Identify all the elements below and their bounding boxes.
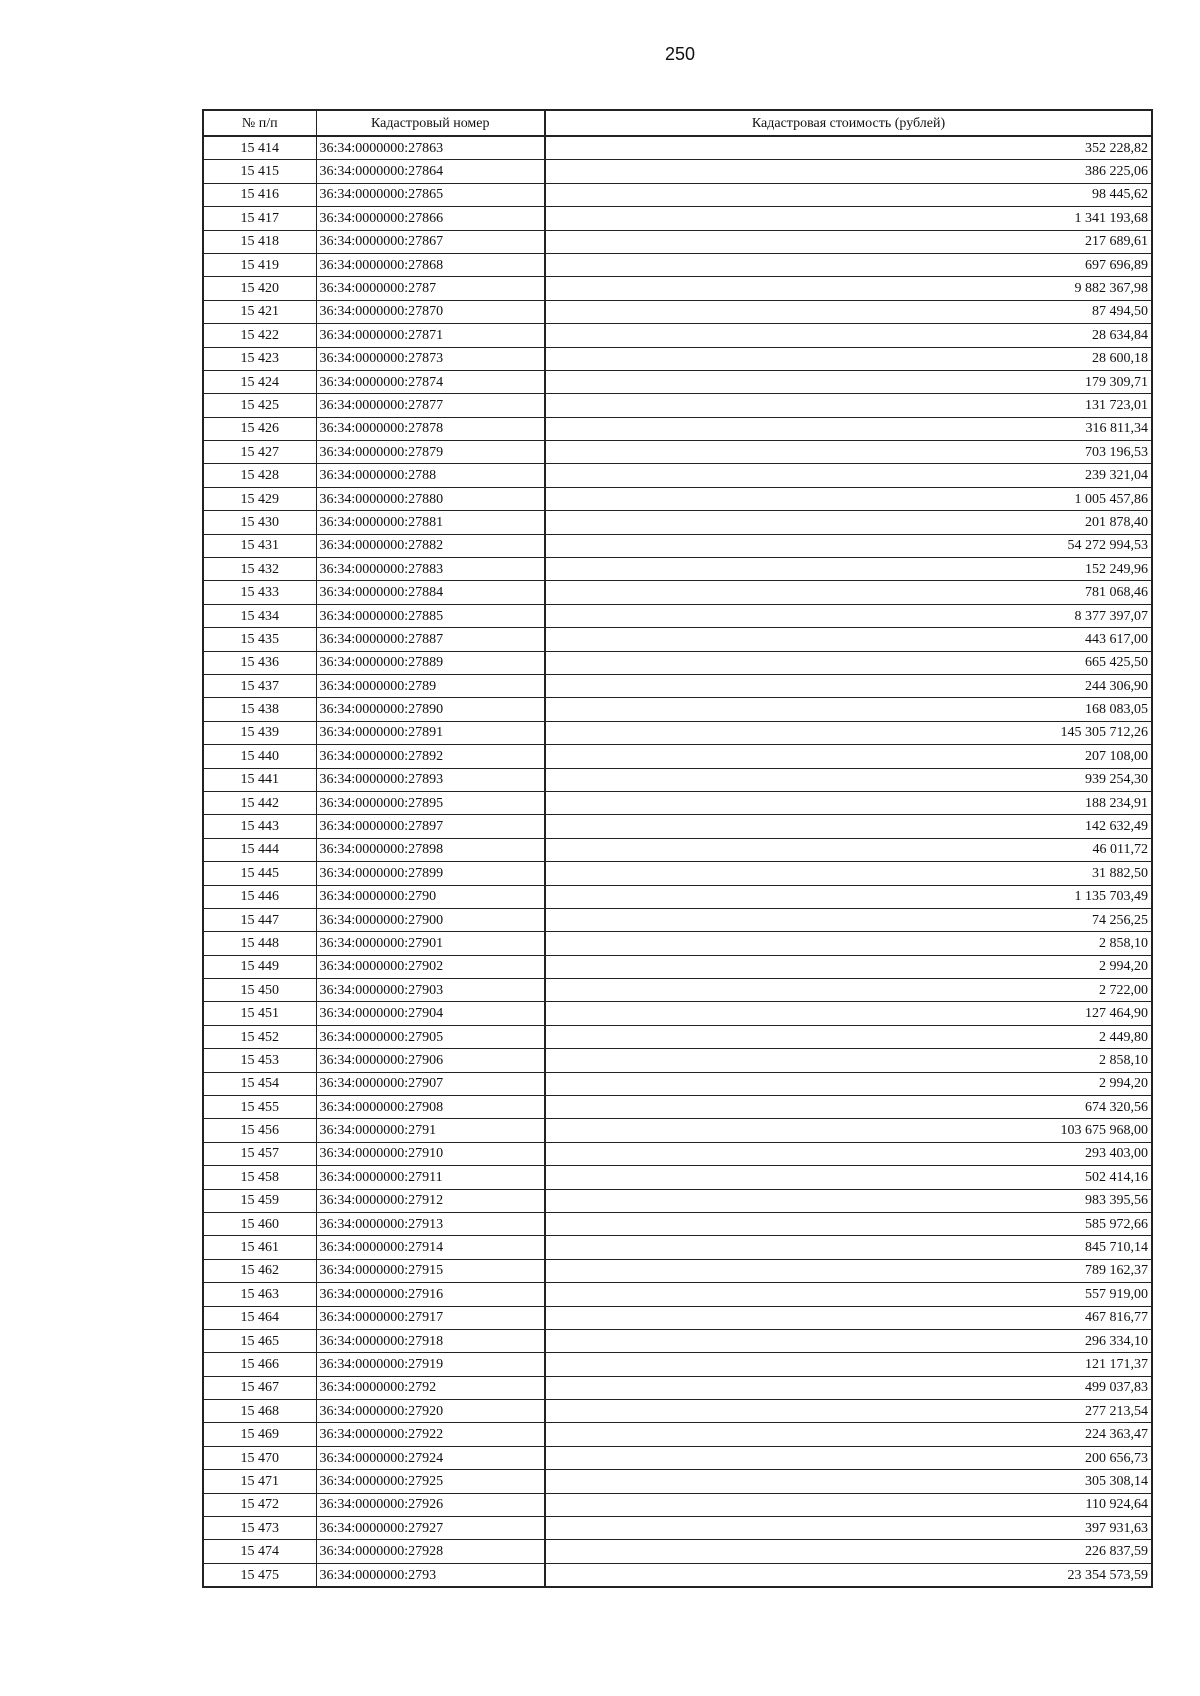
row-number-cell: 15 451 xyxy=(203,1002,316,1025)
row-number-cell: 15 462 xyxy=(203,1259,316,1282)
cadastral-value-cell: 98 445,62 xyxy=(545,183,1152,206)
row-number-cell: 15 426 xyxy=(203,417,316,440)
table-row xyxy=(203,558,1152,581)
header-cadastral-value: Кадастровая стоимость (рублей) xyxy=(545,110,1152,136)
row-number-cell: 15 420 xyxy=(203,277,316,300)
cadastral-value-cell: 46 011,72 xyxy=(545,838,1152,861)
row-number-cell: 15 446 xyxy=(203,885,316,908)
row-number-cell: 15 443 xyxy=(203,815,316,838)
cadastral-value-cell: 168 083,05 xyxy=(545,698,1152,721)
cadastral-value-cell: 2 722,00 xyxy=(545,979,1152,1002)
cadastral-value-cell: 28 600,18 xyxy=(545,347,1152,370)
row-number-cell: 15 425 xyxy=(203,394,316,417)
table-row xyxy=(203,1329,1152,1352)
row-number-cell: 15 449 xyxy=(203,955,316,978)
row-number-cell: 15 452 xyxy=(203,1025,316,1048)
cadastral-value-cell: 87 494,50 xyxy=(545,300,1152,323)
cadastral-number-cell: 36:34:0000000:27908 xyxy=(316,1096,545,1119)
cadastral-value-cell: 352 228,82 xyxy=(545,136,1152,160)
cadastral-number-cell: 36:34:0000000:27874 xyxy=(316,370,545,393)
row-number-cell: 15 435 xyxy=(203,628,316,651)
cadastral-value-cell: 305 308,14 xyxy=(545,1470,1152,1493)
cadastral-number-cell: 36:34:0000000:2791 xyxy=(316,1119,545,1142)
cadastral-value-cell: 443 617,00 xyxy=(545,628,1152,651)
cadastral-value-cell: 781 068,46 xyxy=(545,581,1152,604)
table-row xyxy=(203,1376,1152,1399)
table-row xyxy=(203,1563,1152,1587)
table-row xyxy=(203,394,1152,417)
table-row xyxy=(203,698,1152,721)
row-number-cell: 15 414 xyxy=(203,136,316,160)
table-row xyxy=(203,464,1152,487)
row-number-cell: 15 423 xyxy=(203,347,316,370)
cadastral-value-cell: 207 108,00 xyxy=(545,745,1152,768)
row-number-cell: 15 419 xyxy=(203,253,316,276)
cadastral-value-cell: 697 696,89 xyxy=(545,253,1152,276)
cadastral-value-cell: 386 225,06 xyxy=(545,160,1152,183)
row-number-cell: 15 470 xyxy=(203,1446,316,1469)
row-number-cell: 15 424 xyxy=(203,370,316,393)
cadastral-value-cell: 74 256,25 xyxy=(545,908,1152,931)
cadastral-number-cell: 36:34:0000000:27890 xyxy=(316,698,545,721)
cadastral-number-cell: 36:34:0000000:27906 xyxy=(316,1049,545,1072)
row-number-cell: 15 463 xyxy=(203,1283,316,1306)
row-number-cell: 15 456 xyxy=(203,1119,316,1142)
table-row xyxy=(203,932,1152,955)
cadastral-number-cell: 36:34:0000000:27899 xyxy=(316,862,545,885)
cadastral-value-cell: 103 675 968,00 xyxy=(545,1119,1152,1142)
table-row xyxy=(203,885,1152,908)
table-row xyxy=(203,1142,1152,1165)
cadastral-value-cell: 8 377 397,07 xyxy=(545,604,1152,627)
row-number-cell: 15 429 xyxy=(203,487,316,510)
cadastral-number-cell: 36:34:0000000:27879 xyxy=(316,441,545,464)
row-number-cell: 15 427 xyxy=(203,441,316,464)
cadastral-number-cell: 36:34:0000000:27887 xyxy=(316,628,545,651)
row-number-cell: 15 418 xyxy=(203,230,316,253)
cadastral-number-cell: 36:34:0000000:2793 xyxy=(316,1563,545,1587)
cadastral-number-cell: 36:34:0000000:27910 xyxy=(316,1142,545,1165)
row-number-cell: 15 422 xyxy=(203,324,316,347)
table-row xyxy=(203,1166,1152,1189)
table-row xyxy=(203,136,1152,160)
cadastral-number-cell: 36:34:0000000:27901 xyxy=(316,932,545,955)
table-row xyxy=(203,534,1152,557)
cadastral-number-cell: 36:34:0000000:27898 xyxy=(316,838,545,861)
cadastral-value-cell: 54 272 994,53 xyxy=(545,534,1152,557)
table-row xyxy=(203,1025,1152,1048)
table-row xyxy=(203,183,1152,206)
table-row xyxy=(203,1306,1152,1329)
row-number-cell: 15 448 xyxy=(203,932,316,955)
cadastral-number-cell: 36:34:0000000:27914 xyxy=(316,1236,545,1259)
cadastral-number-cell: 36:34:0000000:27928 xyxy=(316,1540,545,1563)
table-row xyxy=(203,207,1152,230)
table-row xyxy=(203,1517,1152,1540)
cadastral-number-cell: 36:34:0000000:27905 xyxy=(316,1025,545,1048)
table-row xyxy=(203,511,1152,534)
cadastral-value-cell: 2 858,10 xyxy=(545,1049,1152,1072)
row-number-cell: 15 466 xyxy=(203,1353,316,1376)
table-row xyxy=(203,1259,1152,1282)
row-number-cell: 15 468 xyxy=(203,1400,316,1423)
row-number-cell: 15 465 xyxy=(203,1329,316,1352)
table-row xyxy=(203,628,1152,651)
table-row xyxy=(203,417,1152,440)
table-row xyxy=(203,324,1152,347)
cadastral-value-cell: 316 811,34 xyxy=(545,417,1152,440)
cadastral-value-cell: 277 213,54 xyxy=(545,1400,1152,1423)
cadastral-value-cell: 239 321,04 xyxy=(545,464,1152,487)
row-number-cell: 15 464 xyxy=(203,1306,316,1329)
table-row xyxy=(203,1072,1152,1095)
cadastral-value-cell: 9 882 367,98 xyxy=(545,277,1152,300)
row-number-cell: 15 441 xyxy=(203,768,316,791)
table-row xyxy=(203,1212,1152,1235)
cadastral-value-cell: 939 254,30 xyxy=(545,768,1152,791)
cadastral-number-cell: 36:34:0000000:27870 xyxy=(316,300,545,323)
cadastral-value-cell: 296 334,10 xyxy=(545,1329,1152,1352)
row-number-cell: 15 433 xyxy=(203,581,316,604)
table-row xyxy=(203,1470,1152,1493)
cadastral-number-cell: 36:34:0000000:27863 xyxy=(316,136,545,160)
cadastral-number-cell: 36:34:0000000:27913 xyxy=(316,1212,545,1235)
cadastral-value-cell: 145 305 712,26 xyxy=(545,721,1152,744)
row-number-cell: 15 434 xyxy=(203,604,316,627)
row-number-cell: 15 469 xyxy=(203,1423,316,1446)
row-number-cell: 15 436 xyxy=(203,651,316,674)
cadastral-number-cell: 36:34:0000000:27871 xyxy=(316,324,545,347)
cadastral-number-cell: 36:34:0000000:27866 xyxy=(316,207,545,230)
cadastral-value-cell: 499 037,83 xyxy=(545,1376,1152,1399)
table-row xyxy=(203,253,1152,276)
table-row xyxy=(203,1446,1152,1469)
row-number-cell: 15 458 xyxy=(203,1166,316,1189)
cadastral-value-cell: 293 403,00 xyxy=(545,1142,1152,1165)
cadastral-value-cell: 1 341 193,68 xyxy=(545,207,1152,230)
cadastral-value-cell: 121 171,37 xyxy=(545,1353,1152,1376)
cadastral-number-cell: 36:34:0000000:2789 xyxy=(316,674,545,697)
cadastral-number-cell: 36:34:0000000:27864 xyxy=(316,160,545,183)
cadastral-number-cell: 36:34:0000000:27878 xyxy=(316,417,545,440)
cadastral-value-cell: 1 135 703,49 xyxy=(545,885,1152,908)
table-row xyxy=(203,1283,1152,1306)
row-number-cell: 15 416 xyxy=(203,183,316,206)
table-row xyxy=(203,979,1152,1002)
cadastral-number-cell: 36:34:0000000:2788 xyxy=(316,464,545,487)
table-row xyxy=(203,1236,1152,1259)
cadastral-value-cell: 23 354 573,59 xyxy=(545,1563,1152,1587)
cadastral-number-cell: 36:34:0000000:27892 xyxy=(316,745,545,768)
cadastral-value-cell: 28 634,84 xyxy=(545,324,1152,347)
cadastral-value-cell: 131 723,01 xyxy=(545,394,1152,417)
table-row xyxy=(203,791,1152,814)
row-number-cell: 15 473 xyxy=(203,1517,316,1540)
cadastral-number-cell: 36:34:0000000:27917 xyxy=(316,1306,545,1329)
cadastral-number-cell: 36:34:0000000:27926 xyxy=(316,1493,545,1516)
cadastral-value-cell: 665 425,50 xyxy=(545,651,1152,674)
cadastral-number-cell: 36:34:0000000:27927 xyxy=(316,1517,545,1540)
row-number-cell: 15 432 xyxy=(203,558,316,581)
table-row xyxy=(203,370,1152,393)
table-row xyxy=(203,277,1152,300)
cadastral-value-cell: 127 464,90 xyxy=(545,1002,1152,1025)
cadastral-value-cell: 201 878,40 xyxy=(545,511,1152,534)
row-number-cell: 15 460 xyxy=(203,1212,316,1235)
cadastral-value-cell: 585 972,66 xyxy=(545,1212,1152,1235)
table-row xyxy=(203,1493,1152,1516)
cadastral-value-cell: 142 632,49 xyxy=(545,815,1152,838)
cadastral-number-cell: 36:34:0000000:27900 xyxy=(316,908,545,931)
header-cadastral-number: Кадастровый номер xyxy=(316,110,545,136)
cadastral-number-cell: 36:34:0000000:27883 xyxy=(316,558,545,581)
row-number-cell: 15 472 xyxy=(203,1493,316,1516)
cadastral-number-cell: 36:34:0000000:27882 xyxy=(316,534,545,557)
row-number-cell: 15 438 xyxy=(203,698,316,721)
table-row xyxy=(203,1096,1152,1119)
cadastral-value-cell: 2 994,20 xyxy=(545,955,1152,978)
cadastral-value-cell: 2 449,80 xyxy=(545,1025,1152,1048)
row-number-cell: 15 471 xyxy=(203,1470,316,1493)
cadastral-number-cell: 36:34:0000000:27911 xyxy=(316,1166,545,1189)
cadastral-number-cell: 36:34:0000000:27880 xyxy=(316,487,545,510)
cadastral-value-cell: 397 931,63 xyxy=(545,1517,1152,1540)
table-row xyxy=(203,838,1152,861)
cadastral-number-cell: 36:34:0000000:27893 xyxy=(316,768,545,791)
cadastral-value-cell: 674 320,56 xyxy=(545,1096,1152,1119)
cadastral-value-cell: 1 005 457,86 xyxy=(545,487,1152,510)
row-number-cell: 15 450 xyxy=(203,979,316,1002)
cadastral-value-cell: 703 196,53 xyxy=(545,441,1152,464)
cadastral-number-cell: 36:34:0000000:27922 xyxy=(316,1423,545,1446)
cadastral-number-cell: 36:34:0000000:27916 xyxy=(316,1283,545,1306)
cadastral-number-cell: 36:34:0000000:27924 xyxy=(316,1446,545,1469)
cadastral-value-cell: 983 395,56 xyxy=(545,1189,1152,1212)
table-row xyxy=(203,768,1152,791)
cadastral-value-cell: 845 710,14 xyxy=(545,1236,1152,1259)
cadastral-value-cell: 110 924,64 xyxy=(545,1493,1152,1516)
cadastral-value-cell: 467 816,77 xyxy=(545,1306,1152,1329)
row-number-cell: 15 459 xyxy=(203,1189,316,1212)
row-number-cell: 15 457 xyxy=(203,1142,316,1165)
table-row xyxy=(203,674,1152,697)
cadastral-number-cell: 36:34:0000000:27884 xyxy=(316,581,545,604)
cadastral-value-cell: 217 689,61 xyxy=(545,230,1152,253)
cadastral-value-cell: 557 919,00 xyxy=(545,1283,1152,1306)
cadastral-number-cell: 36:34:0000000:2790 xyxy=(316,885,545,908)
table-row xyxy=(203,745,1152,768)
page-number: 250 xyxy=(664,44,696,64)
table-row xyxy=(203,721,1152,744)
row-number-cell: 15 415 xyxy=(203,160,316,183)
table-header-row xyxy=(203,110,1152,136)
cadastral-number-cell: 36:34:0000000:27889 xyxy=(316,651,545,674)
cadastral-number-cell: 36:34:0000000:27903 xyxy=(316,979,545,1002)
cadastral-number-cell: 36:34:0000000:27918 xyxy=(316,1329,545,1352)
cadastral-number-cell: 36:34:0000000:27867 xyxy=(316,230,545,253)
cadastral-value-cell: 502 414,16 xyxy=(545,1166,1152,1189)
cadastral-number-cell: 36:34:0000000:27919 xyxy=(316,1353,545,1376)
cadastral-number-cell: 36:34:0000000:27907 xyxy=(316,1072,545,1095)
cadastral-number-cell: 36:34:0000000:27897 xyxy=(316,815,545,838)
table-row xyxy=(203,230,1152,253)
row-number-cell: 15 444 xyxy=(203,838,316,861)
row-number-cell: 15 442 xyxy=(203,791,316,814)
cadastral-number-cell: 36:34:0000000:27865 xyxy=(316,183,545,206)
row-number-cell: 15 439 xyxy=(203,721,316,744)
table-row xyxy=(203,1189,1152,1212)
cadastral-number-cell: 36:34:0000000:27891 xyxy=(316,721,545,744)
row-number-cell: 15 431 xyxy=(203,534,316,557)
cadastral-value-cell: 2 994,20 xyxy=(545,1072,1152,1095)
table-row xyxy=(203,955,1152,978)
table-row xyxy=(203,815,1152,838)
row-number-cell: 15 461 xyxy=(203,1236,316,1259)
row-number-cell: 15 421 xyxy=(203,300,316,323)
row-number-cell: 15 467 xyxy=(203,1376,316,1399)
header-row-number: № п/п xyxy=(203,110,316,136)
table-row xyxy=(203,487,1152,510)
cadastral-number-cell: 36:34:0000000:27915 xyxy=(316,1259,545,1282)
cadastral-value-table xyxy=(202,109,1153,1588)
cadastral-value-cell: 244 306,90 xyxy=(545,674,1152,697)
cadastral-value-cell: 224 363,47 xyxy=(545,1423,1152,1446)
cadastral-number-cell: 36:34:0000000:27902 xyxy=(316,955,545,978)
cadastral-number-cell: 36:34:0000000:2792 xyxy=(316,1376,545,1399)
cadastral-value-cell: 226 837,59 xyxy=(545,1540,1152,1563)
cadastral-number-cell: 36:34:0000000:27904 xyxy=(316,1002,545,1025)
table-row xyxy=(203,347,1152,370)
row-number-cell: 15 453 xyxy=(203,1049,316,1072)
row-number-cell: 15 475 xyxy=(203,1563,316,1587)
cadastral-value-cell: 2 858,10 xyxy=(545,932,1152,955)
cadastral-number-cell: 36:34:0000000:27925 xyxy=(316,1470,545,1493)
table-row xyxy=(203,1119,1152,1142)
cadastral-value-cell: 179 309,71 xyxy=(545,370,1152,393)
cadastral-number-cell: 36:34:0000000:27877 xyxy=(316,394,545,417)
cadastral-value-cell: 31 882,50 xyxy=(545,862,1152,885)
row-number-cell: 15 430 xyxy=(203,511,316,534)
table-row xyxy=(203,1400,1152,1423)
cadastral-number-cell: 36:34:0000000:27868 xyxy=(316,253,545,276)
cadastral-number-cell: 36:34:0000000:27881 xyxy=(316,511,545,534)
cadastral-number-cell: 36:34:0000000:27885 xyxy=(316,604,545,627)
cadastral-value-cell: 789 162,37 xyxy=(545,1259,1152,1282)
cadastral-number-cell: 36:34:0000000:27873 xyxy=(316,347,545,370)
table-row xyxy=(203,1002,1152,1025)
table-row xyxy=(203,300,1152,323)
table-row xyxy=(203,441,1152,464)
table-row xyxy=(203,1353,1152,1376)
row-number-cell: 15 428 xyxy=(203,464,316,487)
row-number-cell: 15 455 xyxy=(203,1096,316,1119)
cadastral-value-cell: 188 234,91 xyxy=(545,791,1152,814)
row-number-cell: 15 417 xyxy=(203,207,316,230)
row-number-cell: 15 440 xyxy=(203,745,316,768)
table-row xyxy=(203,1423,1152,1446)
cadastral-number-cell: 36:34:0000000:2787 xyxy=(316,277,545,300)
table-row xyxy=(203,1540,1152,1563)
table-row xyxy=(203,160,1152,183)
row-number-cell: 15 437 xyxy=(203,674,316,697)
cadastral-number-cell: 36:34:0000000:27895 xyxy=(316,791,545,814)
table-row xyxy=(203,651,1152,674)
table-body xyxy=(203,136,1152,1587)
row-number-cell: 15 474 xyxy=(203,1540,316,1563)
row-number-cell: 15 445 xyxy=(203,862,316,885)
table-row xyxy=(203,862,1152,885)
table-row xyxy=(203,908,1152,931)
row-number-cell: 15 447 xyxy=(203,908,316,931)
cadastral-number-cell: 36:34:0000000:27920 xyxy=(316,1400,545,1423)
table-row xyxy=(203,581,1152,604)
cadastral-number-cell: 36:34:0000000:27912 xyxy=(316,1189,545,1212)
row-number-cell: 15 454 xyxy=(203,1072,316,1095)
table-row xyxy=(203,1049,1152,1072)
table-row xyxy=(203,604,1152,627)
cadastral-value-cell: 152 249,96 xyxy=(545,558,1152,581)
cadastral-value-cell: 200 656,73 xyxy=(545,1446,1152,1469)
